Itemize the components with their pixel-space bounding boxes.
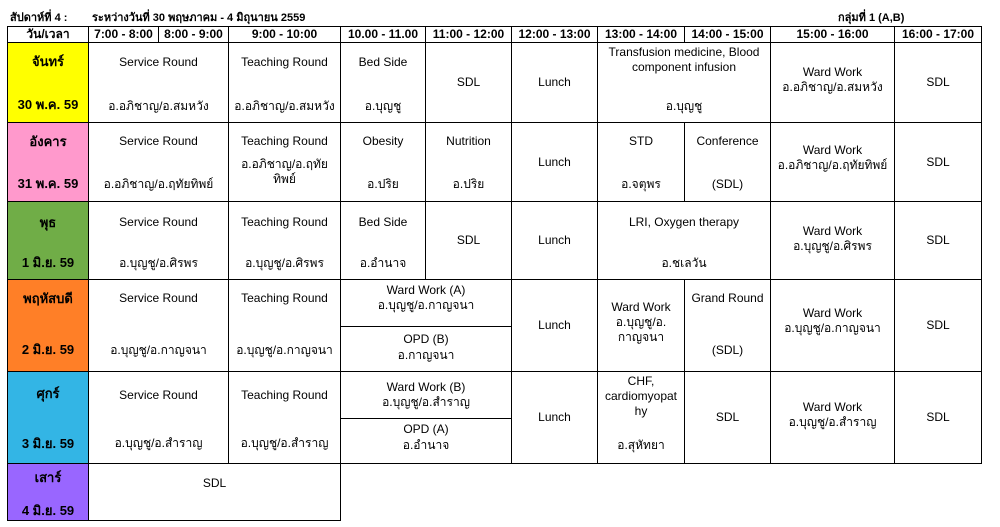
slot-ward-work: [771, 43, 895, 123]
day-name: พุธ: [39, 215, 57, 230]
slot-lunch: Lunch: [512, 123, 598, 202]
empty-area: [341, 464, 982, 521]
slot-title: Service Round: [119, 215, 198, 229]
day-cell-monday: [8, 43, 89, 123]
slot-lunch: Lunch: [512, 372, 598, 464]
slot-title: Service Round: [119, 388, 198, 402]
slot-title: OPD (B): [403, 331, 449, 346]
slot-16-17: SDL: [895, 202, 982, 280]
day-date: 4 มิ.ย. 59: [21, 503, 75, 518]
slot-staff: อ.จตุพร: [621, 177, 661, 191]
slot-10-12-split: [341, 280, 512, 372]
slot-title: Ward Work (A): [386, 283, 466, 297]
slot-title: Teaching Round: [241, 134, 328, 148]
slot-staff-line2: กาญจนา: [617, 330, 665, 344]
slot-opd-b: [341, 326, 511, 372]
slot-teaching-round: [229, 123, 341, 202]
day-name: อังคาร: [29, 134, 67, 149]
slot-lunch: Lunch: [512, 202, 598, 280]
header-row: [8, 27, 982, 43]
slot-staff: อ.บุญชู/อ.: [615, 315, 667, 329]
slot-title: Teaching Round: [241, 215, 328, 229]
col-header: 10.00 - 11.00: [341, 27, 426, 43]
week-label: สัปดาห์ที่ 4 :: [10, 12, 68, 24]
slot-11-12: SDL: [426, 202, 512, 280]
slot-ward-work: [771, 280, 895, 372]
slot-lunch: Lunch: [512, 43, 598, 123]
slot-staff: อ.บุญชู/อ.กาญจนา: [377, 298, 475, 312]
slot-staff: อ.อภิชาญ/อ.สมหวัง: [234, 99, 335, 113]
slot-staff: อ.สุหัทยา: [617, 438, 665, 452]
slot-ward-work-a: [341, 280, 511, 327]
slot-11-12: [426, 123, 512, 202]
slot-ward-work-b: [341, 372, 511, 419]
col-header: วัน/เวลา: [8, 27, 89, 43]
slot-title: Service Round: [119, 134, 198, 148]
slot-teaching-round: [229, 280, 341, 372]
col-header: 11:00 - 12:00: [426, 27, 512, 43]
slot-title: Bed Side: [358, 215, 408, 229]
slot-title: Service Round: [119, 291, 198, 305]
slot-title: LRI, Oxygen therapy: [628, 215, 740, 229]
slot-ward-work: [771, 372, 895, 464]
slot-sdl-morning: [89, 464, 341, 521]
slot-staff: อ.อำนาจ: [402, 437, 450, 452]
slot-title: Ward Work (B): [386, 380, 466, 394]
slot-16-17: SDL: [895, 372, 982, 464]
slot-11-12: SDL: [426, 43, 512, 123]
slot-staff: อ.บุญชู: [665, 99, 703, 113]
slot-title: Nutrition: [446, 134, 491, 148]
day-name: พฤหัสบดี: [23, 291, 73, 306]
slot-opd-a: [341, 418, 511, 464]
day-date: 1 มิ.ย. 59: [21, 255, 75, 270]
slot-title: Teaching Round: [241, 291, 328, 305]
slot-staff: อ.บุญชู/อ.กาญจนา: [110, 343, 207, 357]
slot-staff: อ.บุญชู/อ.กาญจนา: [784, 321, 881, 335]
slot-title: Ward Work: [802, 143, 863, 157]
day-cell-wednesday: [8, 202, 89, 280]
day-name: เสาร์: [34, 470, 62, 485]
slot-staff: อ.อภิชาญ/อ.สมหวัง: [108, 99, 209, 113]
slot-staff: อ.อภิชาญ/อ.ฤทัยทิพย์: [103, 177, 214, 191]
slot-staff: อ.บุญชู/อ.สำราญ: [788, 415, 877, 429]
slot-staff: อ.อภิชาญ/อ.ฤทัยทิพย์: [777, 158, 888, 172]
col-header: 9:00 - 10:00: [229, 27, 341, 43]
slot-staff: อ.ปริย: [452, 177, 485, 191]
slot-title: Teaching Round: [241, 388, 328, 402]
slot-staff: อ.ชเลวัน: [661, 256, 707, 270]
slot-service-round: [89, 372, 229, 464]
slot-staff: อ.บุญชู/อ.ศิรพร: [119, 256, 198, 270]
col-header: 15:00 - 16:00: [771, 27, 895, 43]
group-label: กลุ่มที่ 1 (A,B): [838, 12, 905, 24]
slot-teaching-round: [229, 43, 341, 123]
slot-staff: อ.บุญชู/อ.ศิรพร: [793, 239, 872, 253]
slot-10-11: [341, 202, 426, 280]
slot-staff: อ.บุญชู/อ.สำราญ: [382, 395, 470, 409]
slot-title: Transfusion medicine, Blood: [608, 45, 760, 59]
slot-13-15: [598, 43, 771, 123]
col-header: 14:00 - 15:00: [685, 27, 771, 43]
slot-title-line2: cardiomyopat: [604, 389, 678, 403]
day-cell-thursday: [8, 280, 89, 372]
row-friday: [8, 372, 982, 464]
slot-16-17: SDL: [895, 43, 982, 123]
slot-title: Ward Work: [611, 300, 671, 314]
slot-staff: อ.บุญชู/อ.ศิรพร: [245, 256, 324, 270]
slot-staff-line2: ทิพย์: [273, 172, 296, 186]
slot-13-14: [598, 123, 685, 202]
slot-service-round: [89, 43, 229, 123]
slot-title: CHF,: [627, 374, 655, 388]
slot-staff: อ.ปริย: [367, 177, 399, 191]
slot-staff: (SDL): [711, 343, 744, 357]
day-name: จันทร์: [31, 54, 65, 69]
slot-title-line3: hy: [634, 404, 648, 418]
day-date: 31 พ.ค. 59: [17, 176, 79, 191]
day-date: 3 มิ.ย. 59: [21, 436, 75, 451]
row-monday: [8, 43, 982, 123]
slot-title-line2: component infusion: [631, 60, 737, 74]
slot-14-15: [685, 280, 771, 372]
row-thursday: [8, 280, 982, 372]
slot-title: OPD (A): [403, 421, 449, 436]
row-tuesday: [8, 123, 982, 202]
slot-staff: อ.อภิชาญ/อ.ฤทัย: [241, 157, 328, 171]
slot-16-17: SDL: [895, 123, 982, 202]
slot-ward-work: [771, 123, 895, 202]
slot-service-round: [89, 202, 229, 280]
slot-13-14: [598, 280, 685, 372]
slot-14-15: [685, 123, 771, 202]
slot-title: Ward Work: [802, 65, 863, 79]
slot-staff: อ.บุญชู/อ.สำราญ: [240, 436, 329, 450]
slot-title: Conference: [696, 134, 759, 148]
slot-14-15: SDL: [685, 372, 771, 464]
slot-title: Obesity: [362, 134, 404, 148]
day-cell-friday: [8, 372, 89, 464]
col-header: 8:00 - 9:00: [159, 27, 229, 43]
slot-title: Ward Work: [802, 400, 863, 414]
slot-staff: อ.กาญจนา: [397, 347, 455, 362]
slot-13-15: [598, 202, 771, 280]
slot-teaching-round: [229, 202, 341, 280]
row-wednesday: [8, 202, 982, 280]
slot-title: Bed Side: [358, 55, 408, 69]
slot-service-round: [89, 123, 229, 202]
day-name: ศุกร์: [36, 386, 60, 401]
slot-staff: อ.อภิชาญ/อ.สมหวัง: [782, 80, 883, 94]
slot-staff: อ.อำนาจ: [359, 256, 407, 270]
slot-10-12-split: [341, 372, 512, 464]
slot-teaching-round: [229, 372, 341, 464]
col-header: 13:00 - 14:00: [598, 27, 685, 43]
slot-ward-work: [771, 202, 895, 280]
slot-16-17: SDL: [895, 280, 982, 372]
day-date: 2 มิ.ย. 59: [21, 342, 75, 357]
slot-staff: อ.บุญชู/อ.กาญจนา: [236, 343, 333, 357]
slot-title: SDL: [202, 476, 227, 490]
slot-10-11: [341, 43, 426, 123]
slot-title: Ward Work: [802, 306, 863, 320]
col-header: 7:00 - 8:00: [89, 27, 159, 43]
slot-13-14: [598, 372, 685, 464]
day-date: 30 พ.ค. 59: [17, 97, 79, 112]
slot-staff: อ.บุญชู: [364, 99, 402, 113]
slot-10-11: [341, 123, 426, 202]
slot-staff: อ.บุญชู/อ.สำราญ: [114, 436, 203, 450]
slot-title: STD: [629, 134, 653, 148]
slot-service-round: [89, 280, 229, 372]
slot-title: Teaching Round: [241, 55, 328, 69]
slot-staff: (SDL): [711, 177, 744, 191]
day-cell-tuesday: [8, 123, 89, 202]
slot-title: Service Round: [119, 55, 198, 69]
slot-title: Grand Round: [691, 291, 764, 305]
col-header: 16:00 - 17:00: [895, 27, 982, 43]
day-cell-saturday: [8, 464, 89, 521]
slot-lunch: Lunch: [512, 280, 598, 372]
row-saturday: [8, 464, 982, 521]
date-range: ระหว่างวันที่ 30 พฤษภาคม - 4 มิถุนายน 2559: [92, 12, 306, 24]
schedule-table: [7, 26, 982, 521]
col-header: 12:00 - 13:00: [512, 27, 598, 43]
slot-title: Ward Work: [802, 224, 863, 238]
